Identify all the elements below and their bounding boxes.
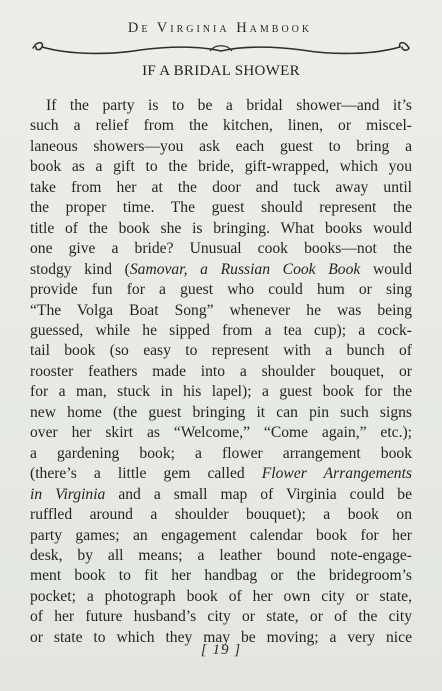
text-line bbox=[30, 485, 412, 505]
line-text: If the party is to be a bridal shower—and it’s bbox=[46, 97, 412, 114]
line-text: tail book (so easy to represent with a bunch of bbox=[30, 342, 412, 360]
italic-title-text: in Virginia bbox=[30, 485, 106, 503]
line-text: party games; an engagement calendar book for her bbox=[30, 526, 412, 544]
line-text: over her skirt as “Welcome,” “Come again,” etc.); bbox=[30, 424, 412, 442]
scroll-ornament-rule bbox=[30, 38, 412, 62]
text-line bbox=[30, 116, 412, 136]
text-line bbox=[30, 464, 412, 484]
line-text: rooster feathers made into a shoulder bouquet, or bbox=[30, 362, 412, 380]
line-text: guessed, while he sipped from a tea cup); a cock- bbox=[30, 321, 412, 339]
italic-title-text: Flower Arrangements bbox=[261, 465, 412, 483]
line-text: (there’s a little gem called bbox=[30, 465, 262, 483]
line-text: provide fun for a guest who could hum or sing bbox=[30, 281, 412, 299]
line-text: “The Volga Boat Song” whenever he was being bbox=[30, 301, 412, 319]
line-text: book as a gift to the bride, gift-wrapped, which you bbox=[30, 158, 412, 176]
text-line bbox=[30, 301, 412, 321]
line-text: title of the book she is bringing. What books would bbox=[30, 219, 412, 237]
line-text: ruffled around a shoulder bouquet); a book on bbox=[30, 506, 412, 524]
text-line bbox=[30, 546, 412, 566]
text-line bbox=[30, 137, 412, 157]
line-text: laneous showers—you ask each guest to bring a bbox=[30, 137, 412, 155]
line-text: take from her at the door and tuck away until bbox=[30, 178, 412, 196]
text-line bbox=[30, 280, 412, 300]
text-line bbox=[30, 341, 412, 361]
text-line bbox=[30, 198, 412, 218]
text-line bbox=[30, 157, 412, 177]
line-text: of her future husband’s city or state, or of the city bbox=[30, 608, 412, 626]
text-line bbox=[30, 403, 412, 423]
text-line bbox=[30, 423, 412, 443]
page-number: [ 19 ] bbox=[200, 642, 242, 658]
line-text: for a man, stuck in his lapel); a guest book for the bbox=[30, 383, 412, 401]
text-line bbox=[30, 587, 412, 607]
body-paragraph bbox=[30, 96, 412, 648]
text-line bbox=[30, 444, 412, 464]
line-text: new home (the guest bringing it can pin such signs bbox=[30, 403, 412, 421]
section-title: IF A BRIDAL SHOWER bbox=[142, 63, 300, 79]
text-line bbox=[30, 239, 412, 259]
text-line bbox=[30, 260, 412, 280]
line-text: one give a bride? Unusual cook books—not the bbox=[30, 240, 412, 258]
text-line bbox=[30, 96, 412, 116]
text-line bbox=[30, 362, 412, 382]
text-line bbox=[30, 505, 412, 525]
line-text: such a relief from the kitchen, linen, or miscel- bbox=[30, 117, 412, 135]
text-line bbox=[30, 219, 412, 239]
line-text: the proper time. The guest should represent the bbox=[30, 199, 412, 217]
line-text: a gardening book; a flower arrangement book bbox=[30, 444, 412, 462]
text-line bbox=[30, 321, 412, 341]
running-head: De Virginia Hambook bbox=[127, 20, 313, 36]
line-text: ment book to fit her handbag or the bridegroom’s bbox=[30, 567, 412, 585]
line-text: pocket; a photograph book of her own city or state, bbox=[30, 587, 412, 605]
text-line bbox=[30, 526, 412, 546]
line-text: desk, by all means; a leather bound note-engage- bbox=[30, 546, 412, 564]
text-line bbox=[30, 566, 412, 586]
line-text: or state to which they may be moving; a very nice bbox=[30, 628, 412, 646]
line-text: and a small map of Virginia could be bbox=[105, 485, 413, 503]
text-line bbox=[30, 178, 412, 198]
text-line bbox=[30, 382, 412, 402]
text-line bbox=[30, 607, 412, 627]
line-text: stodgy kind ( bbox=[30, 260, 130, 278]
italic-title-text: Samovar, a Russian Cook Book bbox=[129, 260, 361, 278]
line-text: would bbox=[360, 260, 412, 278]
